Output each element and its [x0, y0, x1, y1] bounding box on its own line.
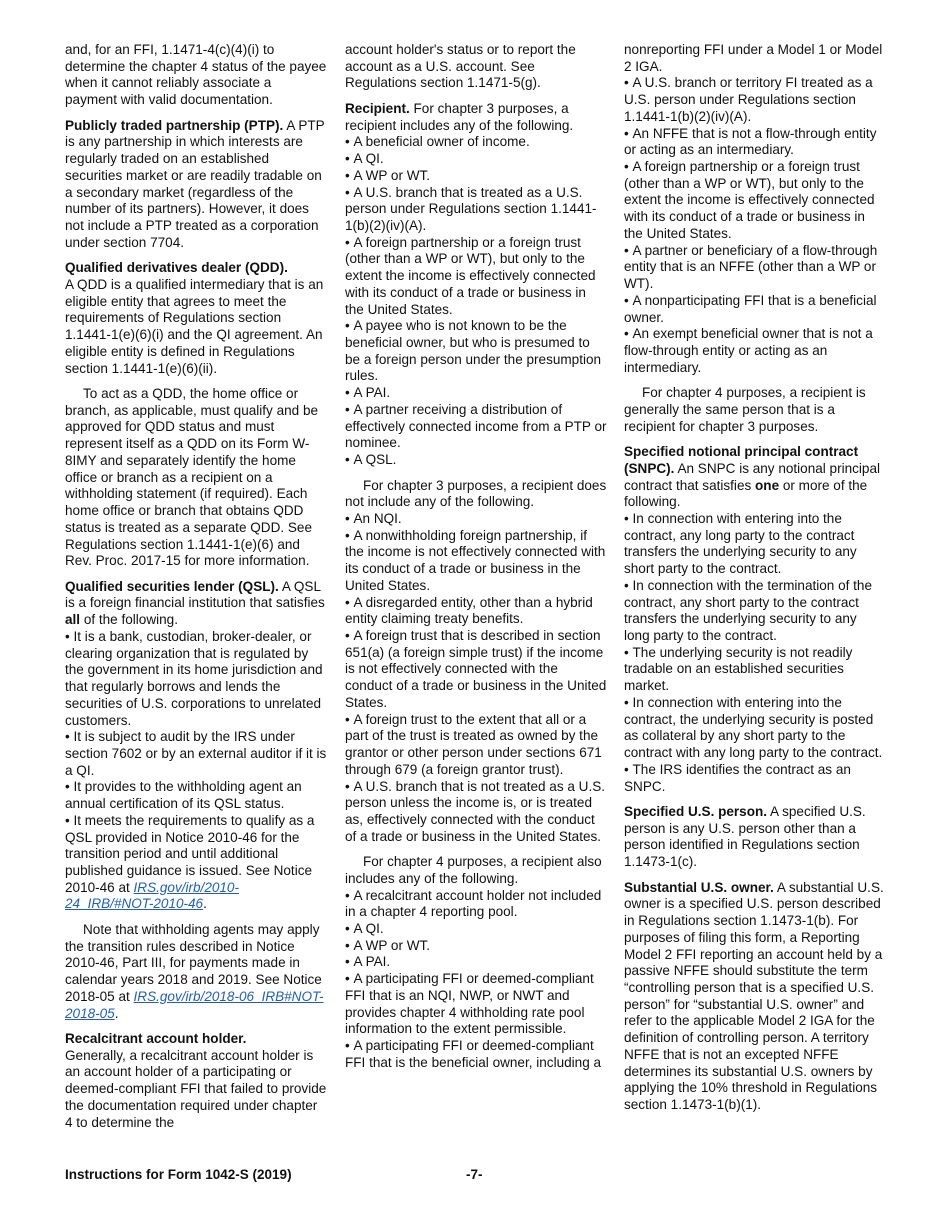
paragraph — [345, 478, 607, 511]
bullet-item — [624, 326, 886, 376]
emphasis-text: all — [65, 612, 81, 628]
paragraph-text: Note that withholding agents may apply the transition rules described in Notice 2010-46, Part III, for payments made in calendar years 2018 and 2019. See Notice 2018-05 at — [65, 921, 322, 1004]
paragraph-text: A participating FFI or deemed-compliant FFI that is the beneficial owner, including a — [345, 1038, 602, 1070]
paragraph-text: The IRS identifies the contract as an SNPC. — [624, 761, 851, 794]
bullet-item — [345, 1038, 607, 1071]
text-column-2 — [345, 42, 607, 1072]
bullet-item — [65, 779, 327, 812]
term-definition — [65, 118, 327, 252]
bullet-item — [624, 243, 886, 293]
paragraph-text: Generally, a recalcitrant account holder is an account holder of a participating or deemed-compliant FFI that failed to provide the documentation required under chapter 4 to determine the — [65, 1047, 327, 1130]
paragraph-text: A recalcitrant account holder not included in a chapter 4 reporting pool. — [345, 887, 602, 920]
bullet-item — [345, 151, 607, 168]
irs-link[interactable]: IRS.gov/irb/2018-06_IRB#NOT-2018-05 — [65, 988, 324, 1021]
paragraph-text: A U.S. branch that is treated as a U.S. person under Regulations section 1.1441-1(b)(2)(iv)(A). — [345, 184, 597, 233]
paragraph-text: A PTP is any partnership in which interests are regularly traded on an established securities market or are readily tradable on a secondary market (regardless of the number of its partners). However, it does not include a PTP treated as a corporation under section 7704. — [65, 117, 325, 250]
paragraph-text: and, for an FFI, 1.1471-4(c)(4)(i) to determine the chapter 4 status of the payee when it cannot reliably associate a payment with valid documentation. — [65, 42, 327, 108]
footer-title: Instructions for Form 1042-S (2019) — [65, 1167, 292, 1182]
paragraph-text: It provides to the withholding agent an annual certification of its QSL status. — [65, 779, 302, 812]
paragraph-text: An NQI. — [353, 511, 402, 526]
paragraph-text: In connection with entering into the contract, the underlying security is posted as collateral by any short party to the contract with any long party to the contract. — [624, 694, 883, 761]
bullet-item — [345, 888, 607, 921]
bullet-item — [345, 134, 607, 151]
term-heading: Publicly traded partnership (PTP). — [65, 117, 284, 133]
paragraph-text: A QI. — [353, 921, 384, 937]
term-heading: Specified U.S. person. — [624, 804, 768, 820]
term-heading: Recipient. — [345, 100, 410, 116]
paragraph — [65, 42, 327, 109]
paragraph-text: A foreign trust to the extent that all or a part of the trust is treated as owned by the grantor or other person under sections 671 through 679 (a foreign grantor trust). — [345, 711, 602, 777]
paragraph-text: . — [203, 896, 207, 912]
term-definition — [624, 804, 886, 871]
term-heading: Specified notional principal contract (SNPC). — [624, 444, 859, 476]
bullet-item — [345, 628, 607, 712]
paragraph-text: A partner receiving a distribution of effectively connected income from a PTP or nominee. — [345, 401, 607, 451]
term-definition — [624, 880, 886, 1114]
term-heading: Qualified securities lender (QSL). — [65, 578, 279, 594]
bullet-item — [345, 318, 607, 385]
bullet-item — [624, 695, 886, 762]
paragraph-text: It meets the requirements to qualify as a QSL provided in Notice 2010-46 for the transition period and until additional published guidance is issued. See Notice 2010-46 at — [65, 812, 315, 895]
bullet-item — [345, 712, 607, 779]
paragraph — [65, 386, 327, 570]
bullet-item — [345, 185, 607, 235]
term-heading: Recalcitrant account holder. — [65, 1031, 247, 1047]
paragraph-text: A nonwithholding foreign partnership, if the income is not effectively connected with its conduct of a trade or business in the United States. — [345, 527, 606, 593]
bullet-item — [345, 511, 607, 528]
paragraph-text: For chapter 4 purposes, a recipient is generally the same person that is a recipient for chapter 3 purposes. — [624, 385, 866, 434]
term-definition — [345, 101, 607, 134]
paragraph-text: In connection with entering into the contract, any long party to the contract transfers the underlying security to any short party to the contract. — [624, 511, 857, 577]
paragraph-text: A U.S. branch or territory FI treated as a U.S. person under Regulations section 1.1441-1(b)(2)(iv)(A). — [624, 75, 873, 124]
bullet-item — [345, 235, 607, 319]
bullet-item — [345, 452, 607, 469]
paragraph-text: In connection with the termination of the contract, any short party to the contract transfers the underlying security to any long party to the contract. — [624, 577, 872, 644]
bullet-item — [345, 402, 607, 452]
paragraph-text: For chapter 3 purposes, a recipient includes any of the following. — [345, 100, 574, 133]
bullet-item — [65, 813, 327, 913]
paragraph-text: A WP or WT. — [353, 937, 431, 953]
paragraph-text: A QI. — [353, 151, 384, 167]
irs-link[interactable]: IRS.gov/irb/2010-24_IRB/#NOT-2010-46 — [65, 879, 239, 912]
paragraph-text: or more of the following. — [624, 477, 868, 510]
paragraph-text: A QSL. — [353, 452, 397, 468]
paragraph-text: A PAI. — [353, 385, 391, 401]
paragraph-text: A U.S. branch that is not treated as a U.S. person unless the income is, or is treated as, effectively connected with the conduct of a trade or business in the United States. — [345, 778, 606, 844]
term-heading: Substantial U.S. owner. — [624, 879, 774, 895]
paragraph-text: A specified U.S. person is any U.S. person other than a person identified in Regulations section 1.1473-1(c). — [624, 804, 866, 870]
bullet-item — [345, 779, 607, 846]
emphasis-text: one — [755, 477, 780, 493]
paragraph-text: account holder's status or to report the account as a U.S. account. See Regulations section 1.1471-5(g). — [345, 42, 576, 91]
bullet-item — [65, 729, 327, 779]
term-definition — [624, 444, 886, 511]
bullet-item — [624, 645, 886, 695]
paragraph-text: A nonparticipating FFI that is a beneficial owner. — [624, 292, 877, 325]
bullet-item — [345, 528, 607, 595]
paragraph-text: A payee who is not known to be the beneficial owner, but who is presumed to be a foreign person under the presumption rules. — [345, 318, 602, 384]
bullet-item — [624, 578, 886, 645]
paragraph-text: For chapter 4 purposes, a recipient also includes any of the following. — [345, 854, 602, 886]
paragraph-text: A foreign partnership or a foreign trust (other than a WP or WT), but only to the extent the income is effectively connected with its conduct of a trade or business in the United States. — [624, 159, 875, 241]
term-definition — [65, 579, 327, 629]
text-column-1 — [65, 42, 327, 1131]
bullet-item — [345, 595, 607, 628]
bullet-item — [345, 971, 607, 1038]
bullet-item — [345, 921, 607, 938]
bullet-item — [624, 762, 886, 795]
paragraph-text: A beneficial owner of income. — [353, 134, 530, 150]
bullet-item — [345, 168, 607, 185]
bullet-item — [345, 938, 607, 955]
paragraph-text: A PAI. — [353, 954, 391, 970]
paragraph — [65, 922, 327, 1022]
bullet-item — [65, 629, 327, 729]
paragraph — [345, 854, 607, 887]
paragraph-text: It is a bank, custodian, broker-dealer, or clearing organization that is regulated by the government in its home jurisdiction and that regularly borrows and lends the securities of U.S. corporations to unrelated customers. — [65, 628, 323, 728]
paragraph-text: A WP or WT. — [353, 167, 431, 183]
paragraph-text: A foreign trust that is described in section 651(a) (a foreign simple trust) if the income is not effectively connected with the conduct of a trade or business in the United States. — [345, 628, 607, 710]
bullet-item — [624, 293, 886, 326]
paragraph-text: A participating FFI or deemed-compliant FFI that is an NQI, NWP, or NWT and provides chapter 4 withholding rate pool information to the extent permissible. — [345, 971, 594, 1037]
paragraph-text: To act as a QDD, the home office or branch, as applicable, must qualify and be approved for QDD status and must represent itself as a QDD on its Form W-8IMY and separately identify the home office or branch as a recipient on a withholding statement (if required). Each home office or branch that obtains QDD status is treated as a separate QDD. See Regulations section 1.1441-1(e)(6) and Rev. Proc. 2017-15 for more information. — [65, 386, 319, 569]
paragraph-text: A QSL is a foreign financial institution that satisfies — [65, 578, 325, 611]
paragraph-text: nonreporting FFI under a Model 1 or Model 2 IGA. — [624, 42, 883, 74]
bullet-item — [345, 954, 607, 971]
paragraph-text: A disregarded entity, other than a hybrid entity claiming treaty benefits. — [345, 594, 593, 627]
bullet-item — [624, 75, 886, 125]
paragraph — [624, 42, 886, 75]
paragraph-text: A foreign partnership or a foreign trust (other than a WP or WT), but only to the extent the income is effectively connected with its conduct of a trade or business in the United States. — [345, 234, 596, 317]
paragraph-text: A QDD is a qualified intermediary that is an eligible entity that agrees to meet the requirements of Regulations section 1.1441-1(e)(6)(i) and the QI agreement. An eligible entity is defined in Regulations section 1.1441-1(e)(6)(ii). — [65, 276, 324, 376]
paragraph — [624, 385, 886, 435]
paragraph-text: An NFFE that is not a flow-through entity or acting as an intermediary. — [624, 125, 877, 158]
term-definition — [65, 1031, 327, 1131]
paragraph-text: The underlying security is not readily tradable on an established securities market. — [624, 644, 853, 694]
bullet-item — [345, 385, 607, 402]
bullet-item — [624, 126, 886, 159]
term-heading: Qualified derivatives dealer (QDD). — [65, 260, 288, 276]
paragraph — [345, 42, 607, 92]
paragraph-text: An SNPC is any notional principal contract that satisfies — [624, 460, 881, 493]
paragraph-text: A partner or beneficiary of a flow-through entity that is an NFFE (other than a WP or WT). — [624, 242, 878, 292]
bullet-item — [624, 511, 886, 578]
bullet-item — [624, 159, 886, 243]
paragraph-text: An exempt beneficial owner that is not a flow-through entity or acting as an intermediary. — [624, 326, 873, 375]
paragraph-text: For chapter 3 purposes, a recipient does not include any of the following. — [345, 477, 607, 510]
paragraph-text: of the following. — [80, 612, 178, 628]
term-definition — [65, 260, 327, 377]
page-footer — [65, 1167, 885, 1185]
paragraph-text: It is subject to audit by the IRS under section 7602 or by an external auditor if it is a QI. — [65, 729, 327, 778]
page-number: -7- — [466, 1167, 483, 1182]
paragraph-text: A substantial U.S. owner is a specified U.S. person described in Regulations section 1.1473-1(b). For purposes of filing this form, a Reporting Model 2 FFI reporting an account held by a passive NFFE should substitute the term “controlling person that is a specified U.S. person” for “substantial U.S. owner” and refer to the applicable Model 2 IGA for the definition of controlling person. A territory NFFE that is not an excepted NFFE determines its substantial U.S. owners by applying the 10% threshold in Regulations section 1.1473-1(b)(1). — [624, 879, 884, 1113]
paragraph-text: . — [114, 1005, 119, 1021]
text-column-3 — [624, 42, 886, 1114]
